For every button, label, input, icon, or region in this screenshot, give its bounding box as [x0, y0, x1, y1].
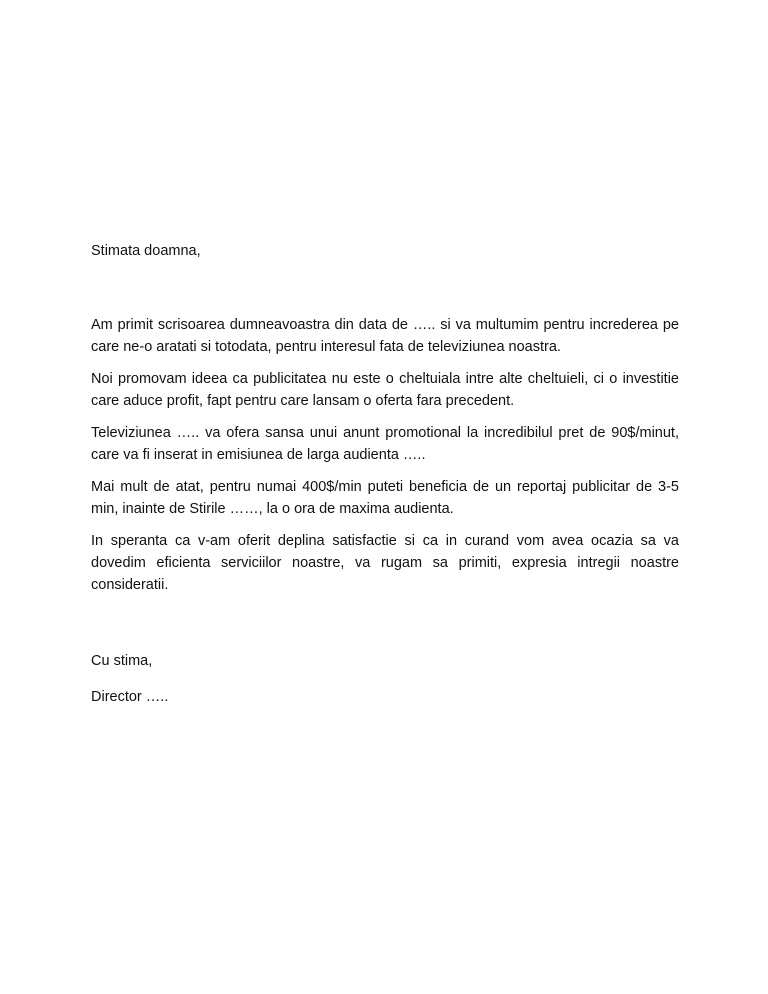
closing: Cu stima, [91, 653, 153, 669]
paragraph-conclusion: In speranta ca v-am oferit deplina satisfactie si ca in curand vom avea ocazia sa va dovedim eficienta serviciilor noastre, va rugam sa primiti, expresia intregii noastre consideratii. [91, 533, 679, 593]
salutation: Stimata doamna, [91, 243, 201, 259]
signature: Director ….. [91, 689, 169, 705]
paragraph-offer-price: Televiziunea ….. va ofera sansa unui anunt promotional la incredibilul pret de 90$/minut, care va fi inserat in emisiunea de larga audienta ….. [91, 425, 679, 463]
paragraph-thanks: Am primit scrisoarea dumneavoastra din data de ….. si va multumim pentru increderea pe care ne-o aratati si totodata, pentru interesul fata de televiziunea noastra. [91, 317, 679, 355]
paragraph-advertising-idea: Noi promovam ideea ca publicitatea nu este o cheltuiala intre alte cheltuieli, ci o investitie care aduce profit, fapt pentru care lansam o oferta fara precedent. [91, 371, 679, 409]
paragraph-report-offer: Mai mult de atat, pentru numai 400$/min puteti beneficia de un reportaj publicitar de 3-5 min, inainte de Stirile ……, la o ora de maxima audienta. [91, 479, 679, 517]
letter-body [91, 240, 679, 708]
